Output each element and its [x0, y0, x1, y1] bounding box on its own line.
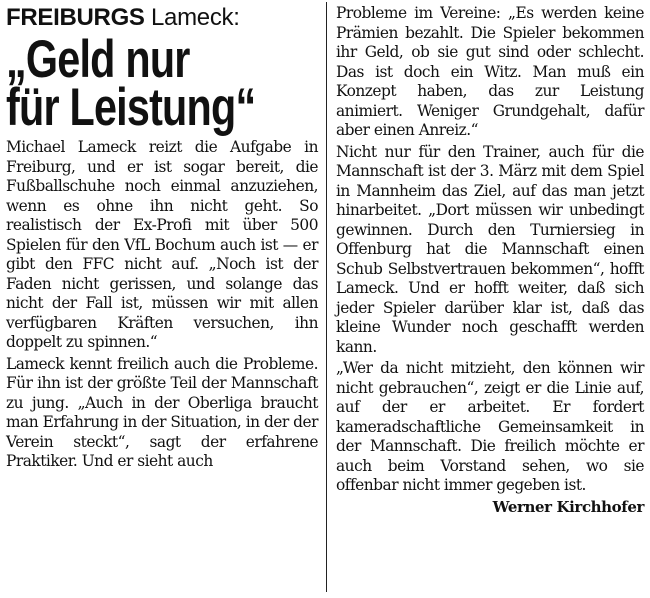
headline-line-1: „Geld nur [6, 30, 190, 89]
kicker-name: Lameck: [144, 4, 240, 31]
headline-line-2: für Leistung“ [6, 78, 256, 137]
body-paragraph-club-problems: Probleme im Vereine: „Es werden keine Prämien bezahlt. Die Spieler bekommen ihr Geld, ob sie gut sind oder schlecht. Das ist doch ein Witz. Man muß ein Konzept haben, das zur Leistung animiert. Weniger Grundgehalt, dafür aber einen Anreiz.“ [336, 4, 644, 139]
body-paragraph-intro: Michael Lameck reizt die Aufgabe in Freiburg, und er ist sogar bereit, die Fußballschuhe noch einmal anzuziehen, wenn es ohne ihn nicht geht. So realistisch der Ex-Profi mit über 500 Spielen für den VfL Bochum auch ist — er gibt den FFC nicht auf. „Noch ist der Faden nicht gerissen, und solange das nicht der Fall ist, müssen wir mit allen verfügbaren Kräften versuchen, ihn doppelt zu spinnen.“ [6, 138, 318, 351]
body-paragraph-problems: Lameck kennt freilich auch die Probleme. Für ihn ist der größte Teil der Mannschaft zu jung. „Auch in der Oberliga braucht man Erfahrung in der Situation, in der der Verein steckt“, sagt der erfahrene Praktiker. Und er sieht auch [6, 354, 318, 470]
body-paragraph-mannheim: Nicht nur für den Trainer, auch für die Mannschaft ist der 3. März mit dem Spiel in Mannheim das Ziel, auf das man jetzt hinarbeitet. „Dort müssen wir unbedingt gewinnen. Durch den Turniersieg in Offenburg hat die Mannschaft einen Schub Selbstvertrauen bekommen“, hofft Lameck. Und er hofft weiter, daß sich jeder Spieler darüber klar ist, daß das kleine Wunder noch geschafft werden kann. [336, 142, 644, 356]
kicker [6, 4, 318, 32]
body-paragraph-team-spirit: „Wer da nicht mitzieht, den können wir nicht gebrauchen“, zeigt er die Linie auf, auf der er arbeitet. Er fordert kameradschaftliche Gemeinsamkeit in der Mannschaft. Die freilich möchte er auch beim Vorstand sehen, wo sie offenbar nicht immer gegeben ist. [336, 359, 644, 494]
left-column [6, 4, 318, 474]
headline [6, 30, 256, 137]
right-column [336, 4, 644, 517]
kicker-location: FREIBURGS [6, 4, 145, 31]
author-byline: Werner Kirchhofer [492, 497, 644, 516]
column-divider [326, 2, 327, 592]
